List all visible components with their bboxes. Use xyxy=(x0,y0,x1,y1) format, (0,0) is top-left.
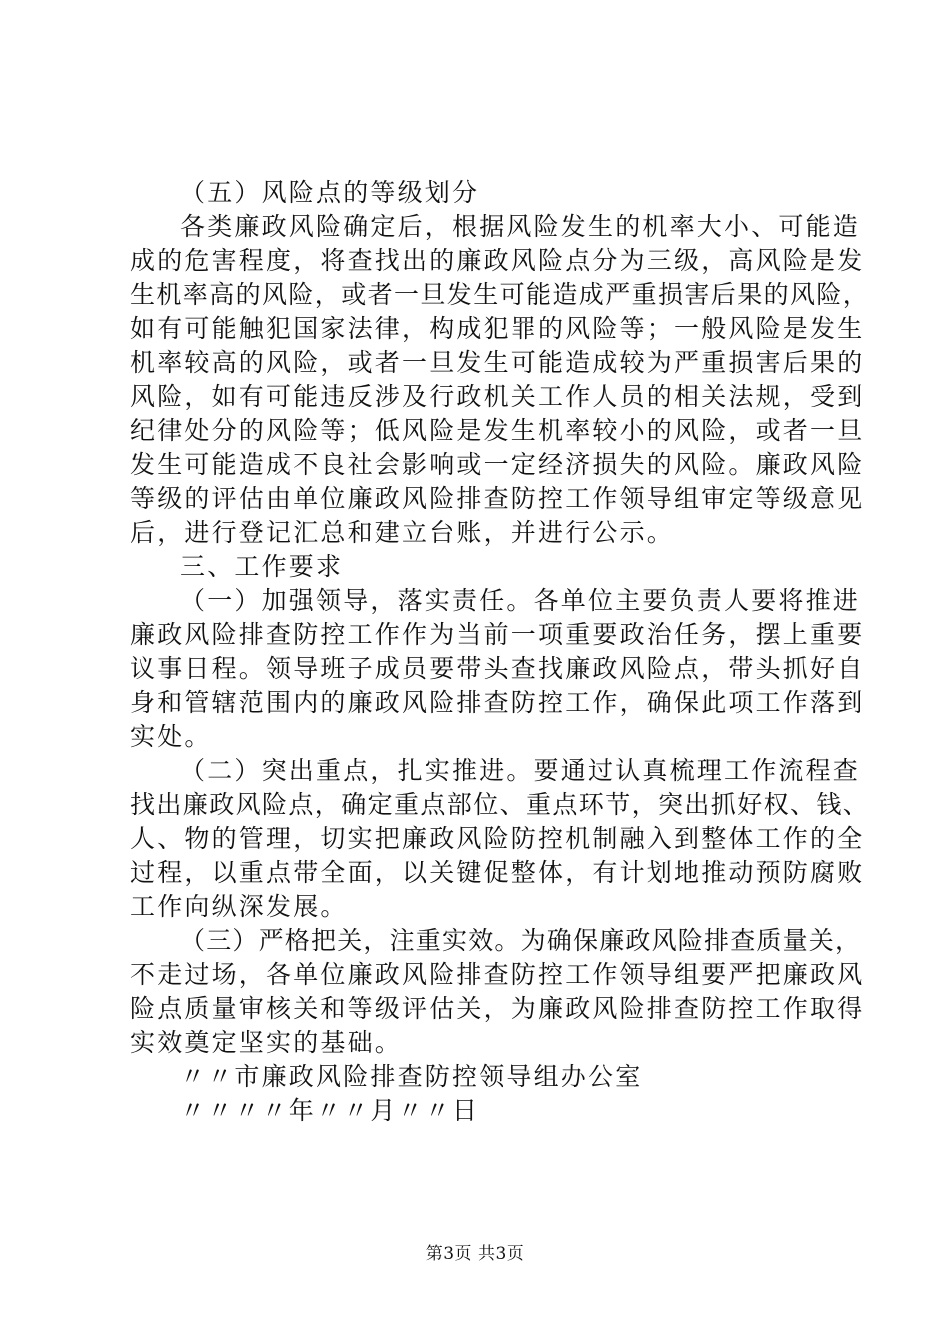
paragraph-line: 发生可能造成不良社会影响或一定经济损失的风险。廉政风险 xyxy=(130,450,865,479)
paragraph-line: 议事日程。领导班子成员要带头查找廉政风险点，带头抓好自 xyxy=(130,654,865,683)
paragraph-line: 成的危害程度，将查找出的廉政风险点分为三级，高风险是发 xyxy=(130,246,865,275)
signature-date: 〃〃〃〃年〃〃月〃〃日 xyxy=(180,1096,480,1125)
paragraph-line: 险点质量审核关和等级评估关，为廉政风险排查防控工作取得 xyxy=(130,994,865,1023)
paragraph-line: 后，进行登记汇总和建立台账，并进行公示。 xyxy=(130,518,675,547)
paragraph-line: 人、物的管理，切实把廉政风险防控机制融入到整体工作的全 xyxy=(130,824,865,853)
signature-office: 〃〃市廉政风险排查防控领导组办公室 xyxy=(180,1062,643,1091)
paragraph-line: 廉政风险排查防控工作作为当前一项重要政治任务，摆上重要 xyxy=(130,620,865,649)
paragraph-line: 如有可能触犯国家法律，构成犯罪的风险等；一般风险是发生 xyxy=(130,314,865,343)
section-heading-work-requirements: 三、工作要求 xyxy=(180,552,344,581)
paragraph-line: 机率较高的风险，或者一旦发生可能造成较为严重损害后果的 xyxy=(130,348,865,377)
paragraph-line: （一）加强领导，落实责任。各单位主要负责人要将推进 xyxy=(180,586,861,615)
document-body xyxy=(130,176,870,1128)
paragraph-line: 风险，如有可能违反涉及行政机关工作人员的相关法规，受到 xyxy=(130,382,865,411)
section-heading-grading: （五）风险点的等级划分 xyxy=(180,178,480,207)
paragraph-line: 实处。 xyxy=(130,722,212,751)
paragraph-line: 各类廉政风险确定后，根据风险发生的机率大小、可能造 xyxy=(180,212,861,241)
paragraph-line: 不走过场，各单位廉政风险排查防控工作领导组要严把廉政风 xyxy=(130,960,865,989)
paragraph-line: 身和管辖范围内的廉政风险排查防控工作，确保此项工作落到 xyxy=(130,688,865,717)
page-number-footer: 第3页 共3页 xyxy=(425,1244,525,1264)
paragraph-line: 实效奠定坚实的基础。 xyxy=(130,1028,403,1057)
paragraph-line: 等级的评估由单位廉政风险排查防控工作领导组审定等级意见 xyxy=(130,484,865,513)
paragraph-line: 找出廉政风险点，确定重点部位、重点环节，突出抓好权、钱、 xyxy=(130,790,870,819)
paragraph-line: 生机率高的风险，或者一旦发生可能造成严重损害后果的风险， xyxy=(130,280,870,309)
paragraph-line: （二）突出重点，扎实推进。要通过认真梳理工作流程查 xyxy=(180,756,861,785)
paragraph-line: 纪律处分的风险等；低风险是发生机率较小的风险，或者一旦 xyxy=(130,416,865,445)
paragraph-line: 工作向纵深发展。 xyxy=(130,892,348,921)
paragraph-line: （三）严格把关，注重实效。为确保廉政风险排查质量关， xyxy=(180,926,862,955)
paragraph-line: 过程，以重点带全面，以关键促整体，有计划地推动预防腐败 xyxy=(130,858,865,887)
